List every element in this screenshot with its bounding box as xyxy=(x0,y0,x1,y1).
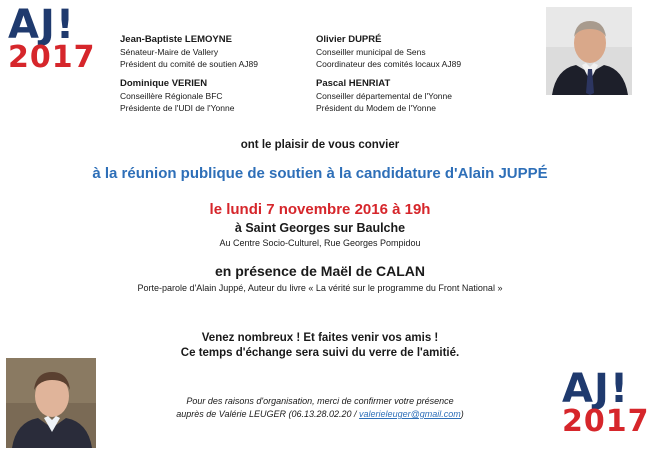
event-title: à la réunion publique de soutien à la candidature d'Alain JUPPÉ xyxy=(92,165,548,182)
event-date: le lundi 7 novembre 2016 à 19h xyxy=(209,201,431,218)
host-title: Conseiller municipal de Sens xyxy=(316,47,426,57)
host-verien xyxy=(120,78,234,114)
host-role: Président du comité de soutien AJ89 xyxy=(120,59,258,69)
host-henriat xyxy=(316,78,452,114)
host-name: Pascal HENRIAT xyxy=(316,78,391,89)
logo-year: 2017 xyxy=(8,40,96,75)
host-role: Présidente de l'UDI de l'Yonne xyxy=(120,103,235,113)
host-title: Sénateur-Maire de Vallery xyxy=(120,47,219,57)
aj2017-logo-bottom xyxy=(562,366,650,439)
event-place: à Saint Georges sur Baulche xyxy=(234,221,406,235)
host-name: Olivier DUPRÉ xyxy=(316,34,382,45)
host-title: Conseiller départemental de l'Yonne xyxy=(316,91,452,101)
call-to-action-line2: Ce temps d'échange sera suivi du verre de l'amitié. xyxy=(180,347,460,359)
email-link[interactable]: valerieleuger@gmail.com xyxy=(359,409,461,419)
footer-contact-prefix: auprès de Valérie LEUGER (06.13.28.02.20 / xyxy=(176,409,360,419)
logo-aj: AJ! xyxy=(562,366,630,412)
portrait-photo-candidate xyxy=(546,7,632,95)
guest-role: Porte-parole d'Alain Juppé, Auteur du livre « La vérité sur le programme du Front National » xyxy=(137,283,503,293)
footer-contact-suffix: ) xyxy=(460,409,464,419)
host-role: Coordinateur des comités locaux AJ89 xyxy=(316,59,462,69)
footer-rsvp: Pour des raisons d'organisation, merci de confirmer votre présence xyxy=(186,396,454,406)
event-address: Au Centre Socio-Culturel, Rue Georges Pompidou xyxy=(219,238,421,248)
host-name: Jean-Baptiste LEMOYNE xyxy=(120,34,232,45)
host-lemoyne xyxy=(120,34,258,70)
footer-contact xyxy=(150,408,490,421)
logo-year: 2017 xyxy=(562,404,650,439)
guest-speaker: en présence de Maël de CALAN xyxy=(214,263,426,279)
logo-aj: AJ! xyxy=(8,2,76,48)
host-name: Dominique VERIEN xyxy=(120,78,208,89)
host-role: Président du Modem de l'Yonne xyxy=(316,103,436,113)
host-title: Conseillère Régionale BFC xyxy=(120,91,223,101)
invite-text: ont le plaisir de vous convier xyxy=(240,139,400,151)
host-dupre xyxy=(316,34,461,70)
aj2017-logo-top xyxy=(8,2,96,75)
portrait-photo-speaker xyxy=(6,358,96,448)
call-to-action-line1: Venez nombreux ! Et faites venir vos amis ! xyxy=(201,332,439,344)
